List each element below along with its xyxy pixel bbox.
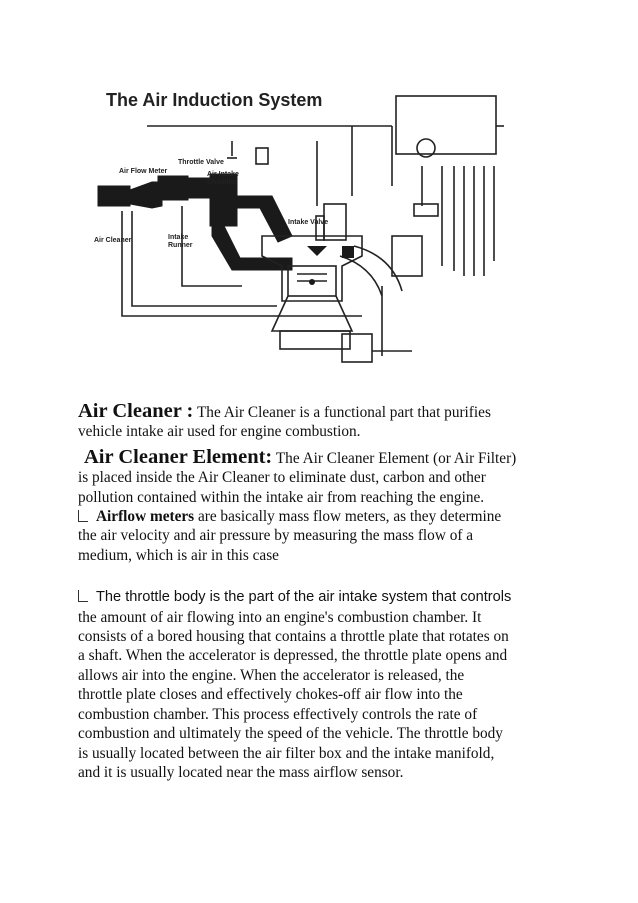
label-air-cleaner: Air Cleaner	[94, 237, 132, 244]
term-air-cleaner-element: Air Cleaner Element:	[84, 445, 273, 468]
p1-line2: vehicle intake air used for engine combustion.	[78, 423, 361, 441]
air-flow-meter-shape	[158, 176, 188, 200]
p4-line: allows air into the engine. When the accelerator is released, the	[78, 666, 465, 684]
term-air-cleaner: Air Cleaner :	[78, 400, 194, 422]
term-airflow-meters: Airflow meters	[96, 508, 195, 526]
p2-line3: pollution contained within the intake air from reaching the engine.	[78, 488, 485, 506]
figure-title: The Air Induction System	[102, 90, 326, 111]
label-air-flow-meter: Air Flow Meter	[119, 168, 168, 175]
p3-line3: medium, which is air in this case	[78, 546, 279, 564]
label-intake-valve: Intake Valve	[288, 219, 329, 226]
p4-line: is usually located between the air filter box and the intake manifold,	[78, 744, 495, 762]
p4-line1: The throttle body is the part of the air intake system that controls	[96, 589, 512, 606]
paragraph-airflow-meters	[78, 507, 568, 526]
label-throttle-valve: Throttle Valve	[178, 159, 224, 166]
label-air-intake-chamber-1: Air Intake	[207, 171, 239, 178]
p4-line: throttle plate closes and effectively chokes-off air flow into the	[78, 686, 463, 704]
p4-line: a shaft. When the accelerator is depressed, the throttle plate opens and	[78, 647, 508, 665]
air-cleaner-shape	[98, 186, 130, 206]
air-induction-diagram	[92, 86, 512, 371]
paragraph-air-cleaner	[78, 402, 568, 422]
bullet-box-icon	[78, 510, 88, 522]
label-intake-runner-1: Intake	[168, 234, 189, 241]
body-text	[78, 402, 568, 782]
p4-line: combustion and ultimately the speed of the vehicle. The throttle body	[78, 725, 503, 743]
p4-line: and it is usually located near the mass airflow sensor.	[78, 763, 404, 781]
p2-line2: is placed inside the Air Cleaner to eliminate dust, carbon and other	[78, 469, 486, 487]
bullet-box-icon	[78, 590, 88, 602]
p3-line2: the air velocity and air pressure by measuring the mass flow of a	[78, 527, 474, 545]
p3-line1: are basically mass flow meters, as they determine	[197, 508, 502, 526]
p4-line: combustion chamber. This process effectively controls the rate of	[78, 705, 478, 723]
paragraph-throttle-body	[78, 587, 568, 607]
p4-line: consists of a bored housing that contains a throttle plate that rotates on	[78, 628, 509, 646]
p2-line1: The Air Cleaner Element (or Air Filter)	[275, 449, 517, 467]
p4-line: the amount of air flowing into an engine's combustion chamber. It	[78, 608, 482, 626]
ecu-box	[396, 96, 496, 154]
p1-line1: The Air Cleaner is a functional part that purifies	[196, 404, 491, 421]
paragraph-air-cleaner-element	[78, 445, 568, 468]
label-air-intake-chamber-2: Chamber	[207, 179, 238, 186]
label-intake-runner-2: Runner	[168, 242, 193, 249]
